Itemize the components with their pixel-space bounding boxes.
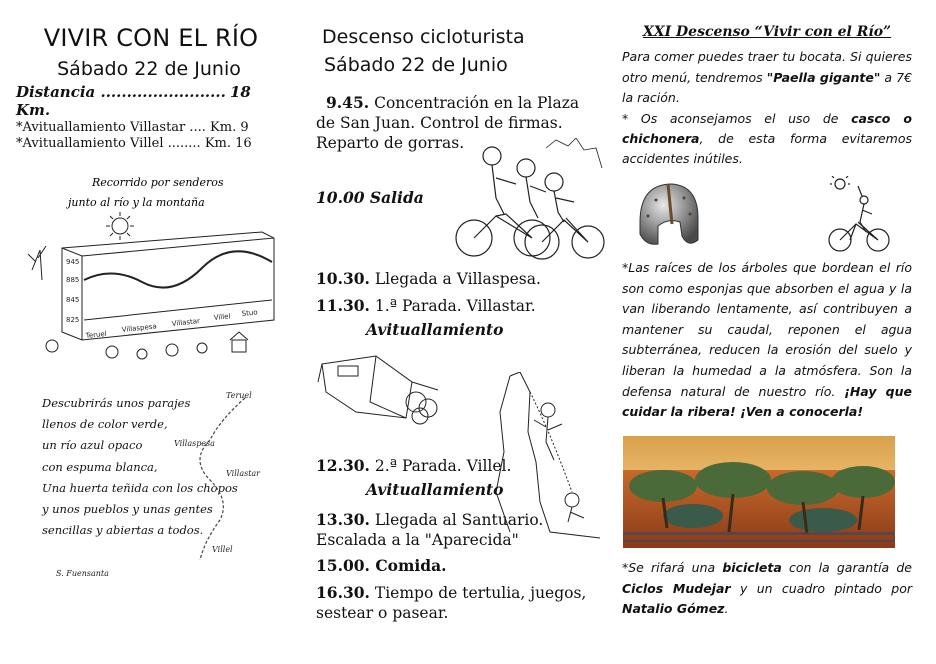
poem-line: y unos pueblos y unas gentes [42,502,213,517]
highlight: ¡Hay que cuidar la ribera! ¡Ven a conocerla! [622,383,912,420]
highlight: Natalio Gómez [622,601,725,617]
text: a 7€ la ración. [622,69,913,106]
distance-label: Distancia ........................ [16,83,226,101]
alt-885: 885 [66,276,80,284]
tent-drawing [316,352,446,432]
time: 11.30. [316,296,370,315]
stop-villel: *Avituallamiento Villel ........ Km. 16 [16,136,252,151]
highlight: Ciclos Mudejar [622,580,731,596]
text: Llegada a Villaspesa. [369,270,541,288]
alt-825: 825 [66,316,80,324]
poem-map-villaspesa: Villaspesa [174,439,215,448]
schedule-1030 [316,269,541,289]
poem-line: llenos de color verde, [42,417,168,432]
distance-value: 18 Km. [16,83,251,119]
time: 12.30. [316,456,370,475]
poem-line: sencillas y abiertas a todos. [42,523,204,538]
poem-map-fuensanta: S. Fuensanta [56,569,109,578]
schedule-1230 [316,456,596,500]
text: Tiempo de tertulia, juegos, [369,584,587,602]
map-caption-1: Recorrido por senderos [92,176,224,189]
subtext: Avituallamiento [366,320,504,339]
route-map-drawing [22,170,278,370]
poem-line: Una huerta teñida con los chopos [42,480,238,495]
column-center [314,26,604,76]
map-caption-2: junto al río y la montaña [68,196,205,209]
schedule-1500: 15.00. Comida. [316,556,447,575]
main-title: VIVIR CON EL RÍO [43,24,259,52]
time: 10.30. [316,269,370,288]
cyclists-drawing [446,138,606,264]
alt-945: 945 [66,258,80,266]
column-left [18,24,280,80]
time: 16.30. [316,583,370,602]
column-right [622,22,912,170]
time: 9.45. [326,93,370,112]
text: *Las raíces de los árboles que bordean el río son como esponjas que absorben el agua y la van liberando lentamente, así contribuyen a mantener su caudal, reponen el agua subterránea, reducen la erosión del suelo y liberan la humedad a la atmósfera. Son la defensa natural de nuestro río. [622,260,912,399]
schedule-1130 [316,296,596,340]
schedule-line [316,456,596,476]
text: Llegada al Santuario. [369,511,544,529]
town-stuo: Stuo [241,308,259,318]
poem-map-villastar: Villastar [226,469,260,478]
distance-line [16,84,266,120]
town-villel: Villel [213,312,231,322]
text: sestear o pasear. [316,604,449,622]
cyclist-sun-drawing [828,176,890,256]
event-title: XXI Descenso “Vivir con el Río” [642,24,892,40]
highlight: casco o chichonera [622,110,912,147]
text: y un cuadro pintado por [730,580,912,596]
text: *Se rifará una [622,560,723,575]
food-paragraph [622,47,912,108]
time: 13.30. [316,510,370,529]
stop-villastar: *Avituallamiento Villastar .... Km. 9 [16,120,249,135]
schedule-line [316,583,596,603]
distance-block [16,84,266,152]
subtext: Avituallamiento [366,480,504,499]
helmet-paragraph [622,109,912,170]
schedule-line [316,296,596,316]
poem-line: un río azul opaco [42,438,143,453]
schedule-line [316,93,586,113]
text: de San Juan. Control de firmas. [316,114,563,132]
text: 1.ª Parada. Villastar. [369,297,536,315]
text: 2.ª Parada. Villel. [369,457,512,475]
text: . [724,601,729,617]
main-date: Sábado 22 de Junio [57,58,241,80]
river-route-drawing [20,390,278,580]
highlight: "Paella gigante" [766,69,881,85]
town-teruel: Teruel [85,329,108,340]
poem-map-teruel: Teruel [226,391,252,400]
text: con la garantía de [781,560,912,575]
schedule-1000: 10.00 Salida [316,188,424,207]
poem-map-villel: Villel [212,545,233,554]
program-date: Sábado 22 de Junio [324,54,508,76]
town-villaspesa: Villaspesa [121,322,158,334]
poem-line: con espuma blanca, [42,459,158,474]
olive-grove-painting [623,436,895,548]
text: Para comer puedes traer tu bocata. Si quieres otro menú, tendremos [622,49,912,85]
helmet-image [632,178,704,254]
schedule-line [316,510,596,530]
schedule-1330 [316,510,596,550]
poem-line: Descubrirás unos parajes [42,396,191,410]
text: Escalada a la "Aparecida" [316,531,519,549]
alt-845: 845 [66,296,80,304]
program-title: Descenso cicloturista [322,26,525,48]
text: , de esta forma evitaremos accidentes inútiles. [622,131,912,167]
text: * Os aconsejamos el uso de [622,110,852,126]
sun-icon [106,212,134,240]
text: Concentración en la Plaza [369,94,580,112]
text: Reparto de gorras. [316,134,465,152]
highlight: bicicleta [722,560,782,575]
schedule-1630 [316,583,596,623]
river-paragraph [622,258,912,423]
raffle-paragraph [622,558,912,620]
town-villastar: Villastar [171,317,201,328]
